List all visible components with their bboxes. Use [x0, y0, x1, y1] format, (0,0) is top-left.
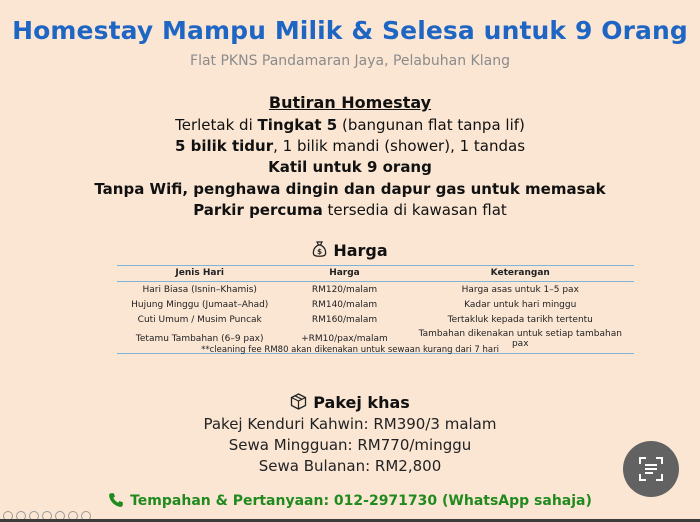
page-title: Homestay Mampu Milik & Selesa untuk 9 Orang	[12, 16, 688, 45]
svg-text:$: $	[317, 248, 323, 256]
table-cell: Hari Biasa (Isnin–Khamis)	[142, 284, 257, 295]
page-subtitle: Flat PKNS Pandamaran Jaya, Pelabuhan Klang	[190, 53, 510, 69]
package-item: Sewa Bulanan: RM2,800	[258, 457, 442, 475]
table-cell: RM120/malam	[311, 284, 378, 295]
detail-parking-suffix: tersedia di kawasan flat	[322, 201, 507, 219]
contact-line	[0, 492, 700, 512]
table-cell: Harga asas untuk 1–5 pax	[461, 284, 579, 295]
details-heading: Butiran Homestay	[268, 93, 432, 112]
table-row	[117, 297, 634, 312]
pricing-heading	[0, 241, 700, 262]
table-cell: RM160/malam	[311, 314, 378, 325]
detail-beds-bold: Katil untuk 9 orang	[268, 158, 432, 176]
table-cell: RM140/malam	[311, 299, 378, 310]
col-header-remarks: Keterangan	[407, 266, 634, 282]
pricing-table	[117, 265, 634, 354]
detail-rooms-suffix: , 1 bilik mandi (shower), 1 tandas	[273, 137, 526, 155]
detail-parking	[0, 200, 700, 220]
packages-heading	[0, 393, 700, 414]
table-cell: Hujung Minggu (Jumaat–Ahad)	[131, 299, 269, 310]
packages-heading-label: Pakej khas	[313, 393, 410, 412]
detail-amenities	[0, 179, 700, 199]
package-item: Sewa Mingguan: RM770/minggu	[228, 436, 472, 454]
detail-beds	[0, 157, 700, 177]
scan-text-icon	[637, 455, 665, 483]
detail-floor-prefix: Terletak di	[175, 116, 258, 134]
table-cell: Cuti Umum / Musim Puncak	[137, 314, 262, 325]
table-cell: +RM10/pax/malam	[282, 327, 406, 354]
table-cell: Tambahan dikenakan untuk setiap tambahan pax	[407, 327, 634, 354]
phone-icon	[108, 492, 124, 512]
col-header-price: Harga	[282, 266, 406, 282]
table-row	[117, 282, 634, 298]
pricing-heading-label: Harga	[333, 241, 388, 260]
detail-floor-bold: Tingkat 5	[257, 116, 338, 134]
package-item: Pakej Kenduri Kahwin: RM390/3 malam	[203, 415, 497, 433]
cleaning-fee-note: **cleaning fee RM80 akan dikenakan untuk sewaan kurang dari 7 hari	[201, 345, 499, 355]
detail-rooms-bold: 5 bilik tidur	[174, 137, 274, 155]
scan-text-button[interactable]	[623, 441, 679, 497]
contact-text: Tempahan & Pertanyaan: 012-2971730 (WhatsApp sahaja)	[130, 493, 592, 509]
money-bag-icon	[312, 241, 327, 262]
pricing-header-row	[117, 266, 634, 282]
col-header-day-type: Jenis Hari	[117, 266, 282, 282]
detail-floor	[0, 115, 700, 135]
table-cell: Tetamu Tambahan (6–9 pax)	[117, 327, 282, 354]
detail-floor-suffix: (bangunan flat tanpa lif)	[337, 116, 525, 134]
detail-rooms	[0, 136, 700, 156]
detail-amenities-bold: Tanpa Wifi, penghawa dingin dan dapur gas untuk memasak	[94, 180, 606, 198]
table-cell: Kadar untuk hari minggu	[464, 299, 577, 310]
package-box-icon	[290, 393, 307, 414]
detail-parking-bold: Parkir percuma	[193, 201, 323, 219]
table-cell: Tertakluk kepada tarikh tertentu	[447, 314, 593, 325]
table-row	[117, 312, 634, 327]
